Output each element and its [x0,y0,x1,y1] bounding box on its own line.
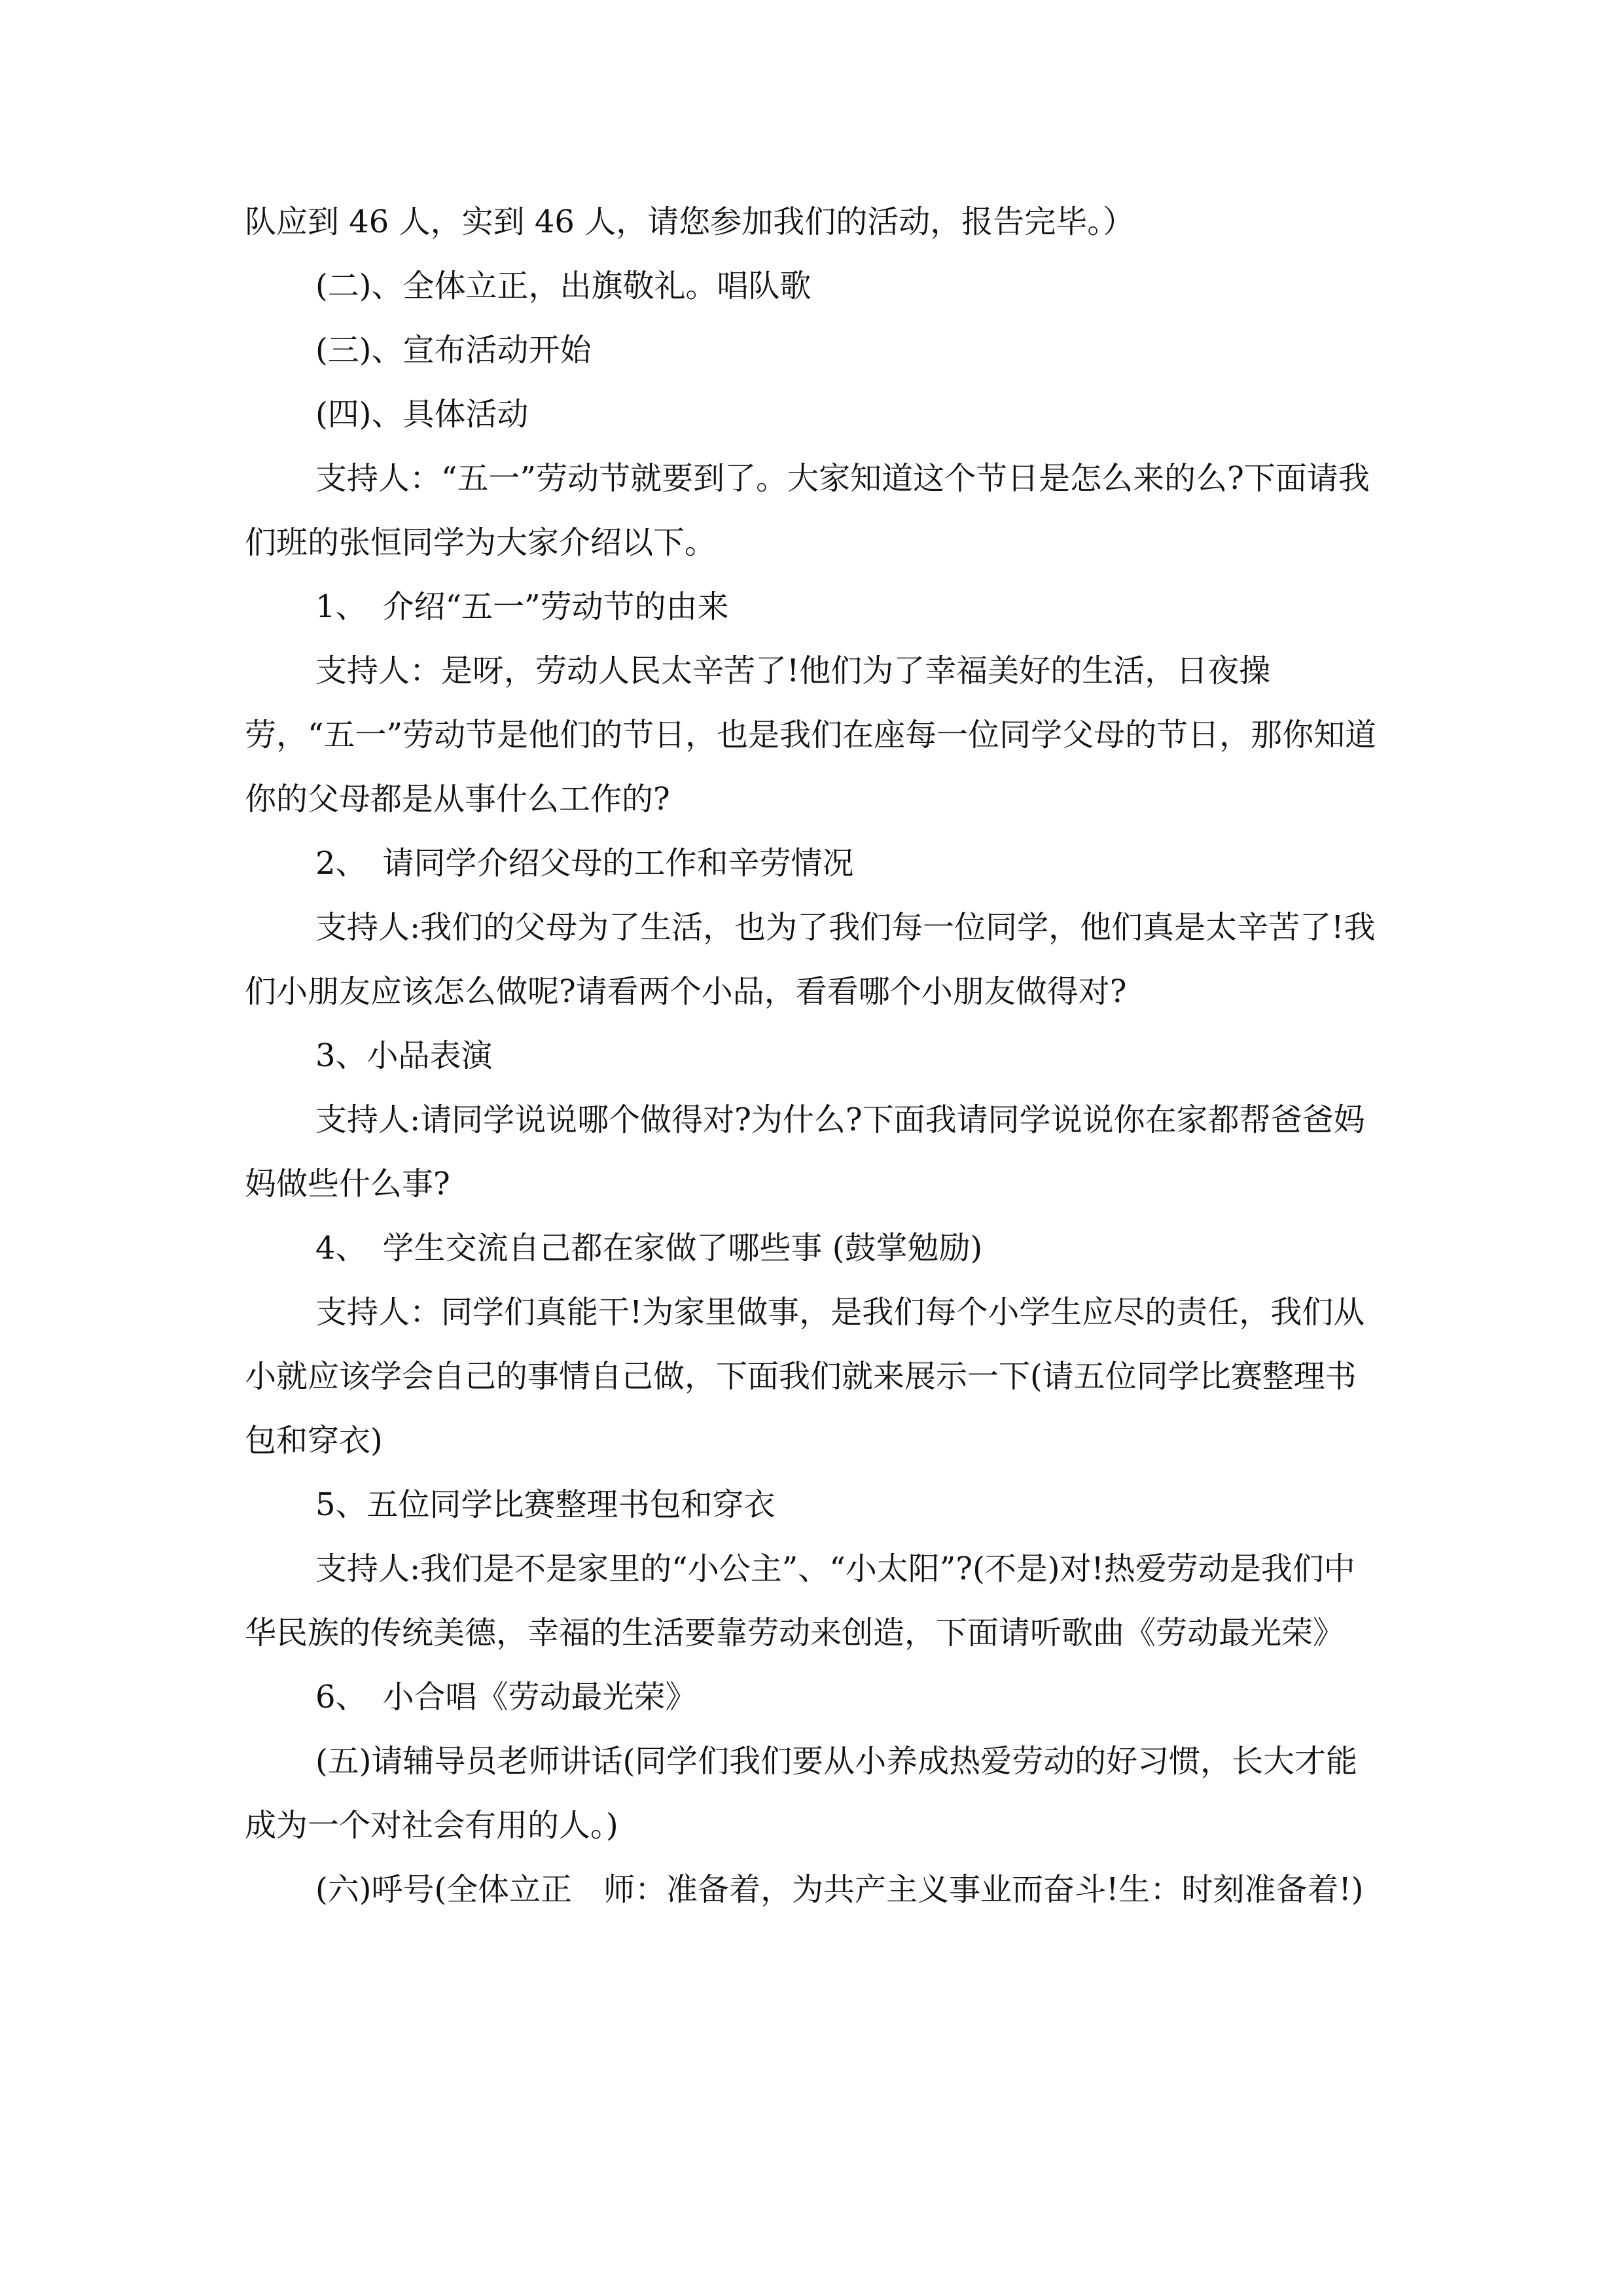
document-body [245,190,1380,1922]
paragraph-host-working-people: 支持人：是呀，劳动人民太辛苦了!他们为了幸福美好的生活，日夜操劳，“五一”劳动节是他们的节日，也是我们在座每一位同学父母的节日，那你知道你的父母都是从事什么工作的? [245,653,1377,817]
paragraph-specific-activities: (四)、具体活动 [315,396,529,433]
paragraph-item-5: 5、五位同学比赛整理书包和穿衣 [315,1486,776,1523]
paragraph-activity-start: (三)、宣布活动开始 [315,332,592,368]
paragraph-flag-ceremony: (二)、全体立正，出旗敬礼。唱队歌 [315,268,812,304]
paragraph-item-2: 2、 请同学介绍父母的工作和辛劳情况 [315,845,854,882]
paragraph-host-virtue: 支持人:我们是不是家里的“小公主”、“小太阳”?(不是)对!热爱劳动是我们中华民族的传统美德，幸福的生活要靠劳动来创造，下面请听歌曲《劳动最光荣》 [245,1551,1355,1651]
paragraph-host-intro: 支持人：“五一”劳动节就要到了。大家知道这个节日是怎么来的么?下面请我们班的张恒同学为大家介绍以下。 [245,460,1370,561]
paragraph-item-3: 3、小品表演 [315,1037,493,1074]
paragraph-host-responsibility: 支持人：同学们真能干!为家里做事，是我们每个小学生应尽的责任，我们从小就应该学会自己的事情自己做，下面我们就来展示一下(请五位同学比赛整理书包和穿衣) [245,1294,1365,1459]
paragraph-item-6: 6、 小合唱《劳动最光荣》 [315,1679,697,1715]
paragraph-item-4: 4、 学生交流自己都在家做了哪些事 (鼓掌勉励) [315,1230,983,1266]
paragraph-slogan: (六)呼号(全体立正 师：准备着，为共产主义事业而奋斗!生：时刻准备着!) [315,1871,1364,1908]
paragraph-counselor-speech: (五)请辅导员老师讲话(同学们我们要从小养成热爱劳动的好习惯，长大才能成为一个对社会有用的人。) [245,1743,1358,1844]
paragraph-attendance-report: 队应到 46 人，实到 46 人，请您参加我们的活动，报告完毕。） [245,204,1135,240]
paragraph-item-1: 1、 介绍“五一”劳动节的由来 [315,588,729,625]
paragraph-host-parents: 支持人:我们的父母为了生活，也为了我们每一位同学，他们真是太辛苦了!我们小朋友应该怎么做呢?请看两个小品，看看哪个小朋友做得对? [245,909,1376,1010]
paragraph-host-discussion: 支持人:请同学说说哪个做得对?为什么?下面我请同学说说你在家都帮爸爸妈妈做些什么事? [245,1102,1365,1202]
